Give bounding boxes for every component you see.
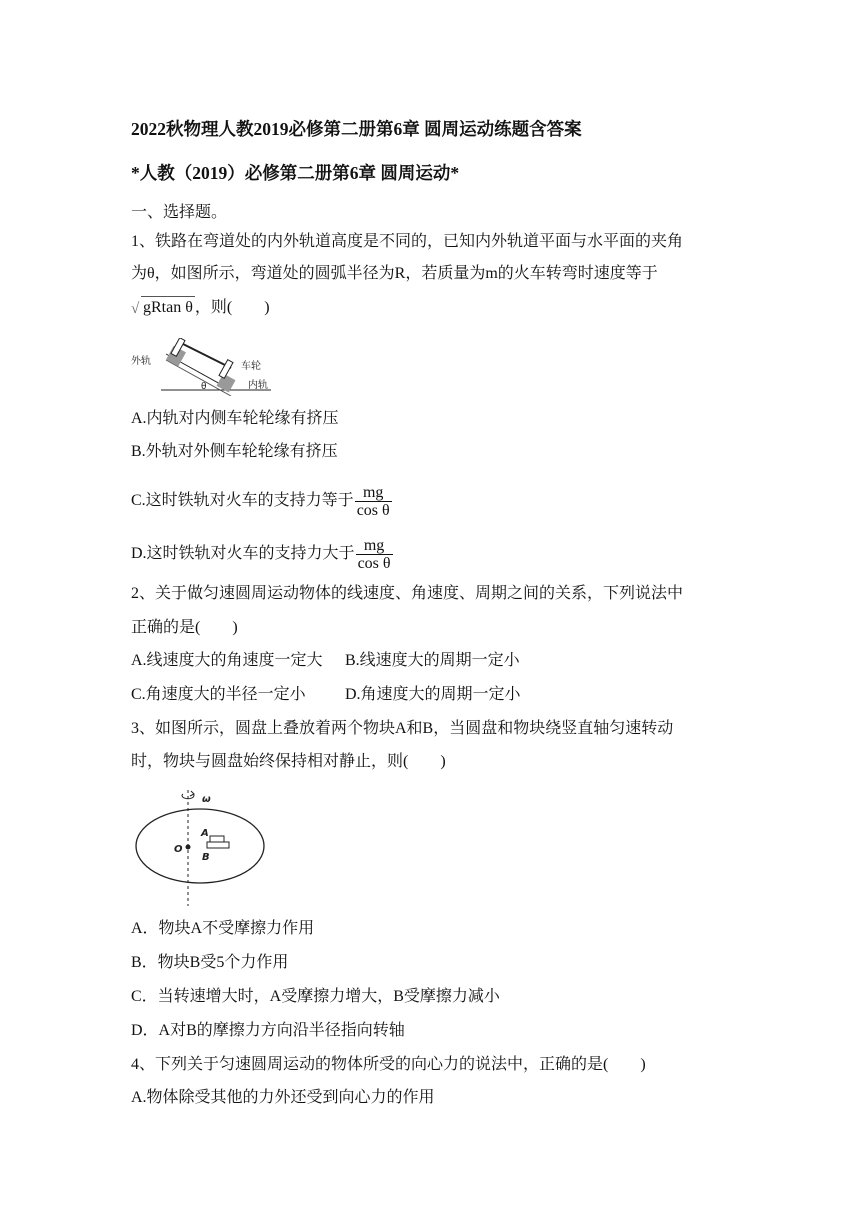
q3-text-line1: 3、如图所示，圆盘上叠放着两个物块A和B，当圆盘和物块绕竖直轴匀速转动 — [131, 720, 674, 737]
document-subtitle: *人教（2019）必修第二册第6章 圆周运动* — [131, 163, 460, 183]
q3-option-a: A．物块A不受摩擦力作用 — [131, 920, 315, 937]
label-outer-rail: 外轨 — [131, 356, 151, 367]
sqrt-expression: √ gRtan θ — [131, 296, 195, 319]
section-heading: 一、选择题。 — [131, 204, 228, 221]
q2-option-a: A.线速度大的角速度一定大 — [131, 652, 323, 669]
q1-option-c: C.这时铁轨对火车的支持力等于 $\frac{mg}{\text{cos θ}}$ — [131, 484, 390, 519]
rail-diagram — [131, 338, 276, 396]
disc-diagram — [131, 786, 271, 908]
label-wheel: 车轮 — [241, 361, 261, 372]
q2-option-c: C.角速度大的半径一定小 — [131, 686, 306, 703]
q1-text-line1: 1、铁路在弯道处的内外轨道高度是不同的，已知内外轨道平面与水平面的夹角 — [131, 233, 684, 250]
q2-text-line1: 2、关于做匀速圆周运动物体的线速度、角速度、周期之间的关系，下列说法中 — [131, 585, 684, 602]
label-b: B — [202, 852, 210, 863]
label-omega: ω — [202, 794, 211, 805]
q1-option-b: B.外轨对外侧车轮轮缘有挤压 — [131, 443, 338, 460]
label-theta: θ — [201, 382, 207, 392]
label-inner-rail: 内轨 — [248, 380, 268, 391]
q1-text-line3: √ gRtan θ ，则( ) — [131, 296, 270, 319]
q3-option-d: D．A对B的摩擦力方向沿半径指向转轴 — [131, 1022, 405, 1039]
q1-text-line2: 为θ，如图所示，弯道处的圆弧半径为R，若质量为m的火车转弯时速度等于 — [131, 265, 658, 282]
q2-option-b: B.线速度大的周期一定小 — [345, 652, 520, 669]
q4-option-a: A.物体除受其他的力外还受到向心力的作用 — [131, 1089, 435, 1106]
q4-text-line1: 4、下列关于匀速圆周运动的物体所受的向心力的说法中，正确的是( ) — [131, 1056, 646, 1073]
q3-text-line2: 时，物块与圆盘始终保持相对静止，则( ) — [131, 753, 446, 770]
label-o: O — [174, 844, 183, 855]
q2-option-d: D.角速度大的周期一定小 — [345, 686, 521, 703]
document-title: 2022秋物理人教2019必修第二册第6章 圆周运动练题含答案 — [131, 119, 582, 139]
q1-option-a: A.内轨对内侧车轮轮缘有挤压 — [131, 410, 339, 427]
label-a: A — [201, 828, 209, 839]
fraction-mg-cos: $\frac{mg}{\text{cos θ}}$ — [356, 484, 390, 519]
q3-option-c: C．当转速增大时，A受摩擦力增大，B受摩擦力减小 — [131, 988, 500, 1005]
q2-text-line2: 正确的是( ) — [131, 619, 238, 636]
q1-option-d: D.这时铁轨对火车的支持力大于 $\frac{mg}{\text{cos θ}}$ — [131, 537, 391, 572]
fraction-mg-cos: $\frac{mg}{\text{cos θ}}$ — [357, 537, 391, 572]
q3-option-b: B．物块B受5个力作用 — [131, 954, 289, 971]
